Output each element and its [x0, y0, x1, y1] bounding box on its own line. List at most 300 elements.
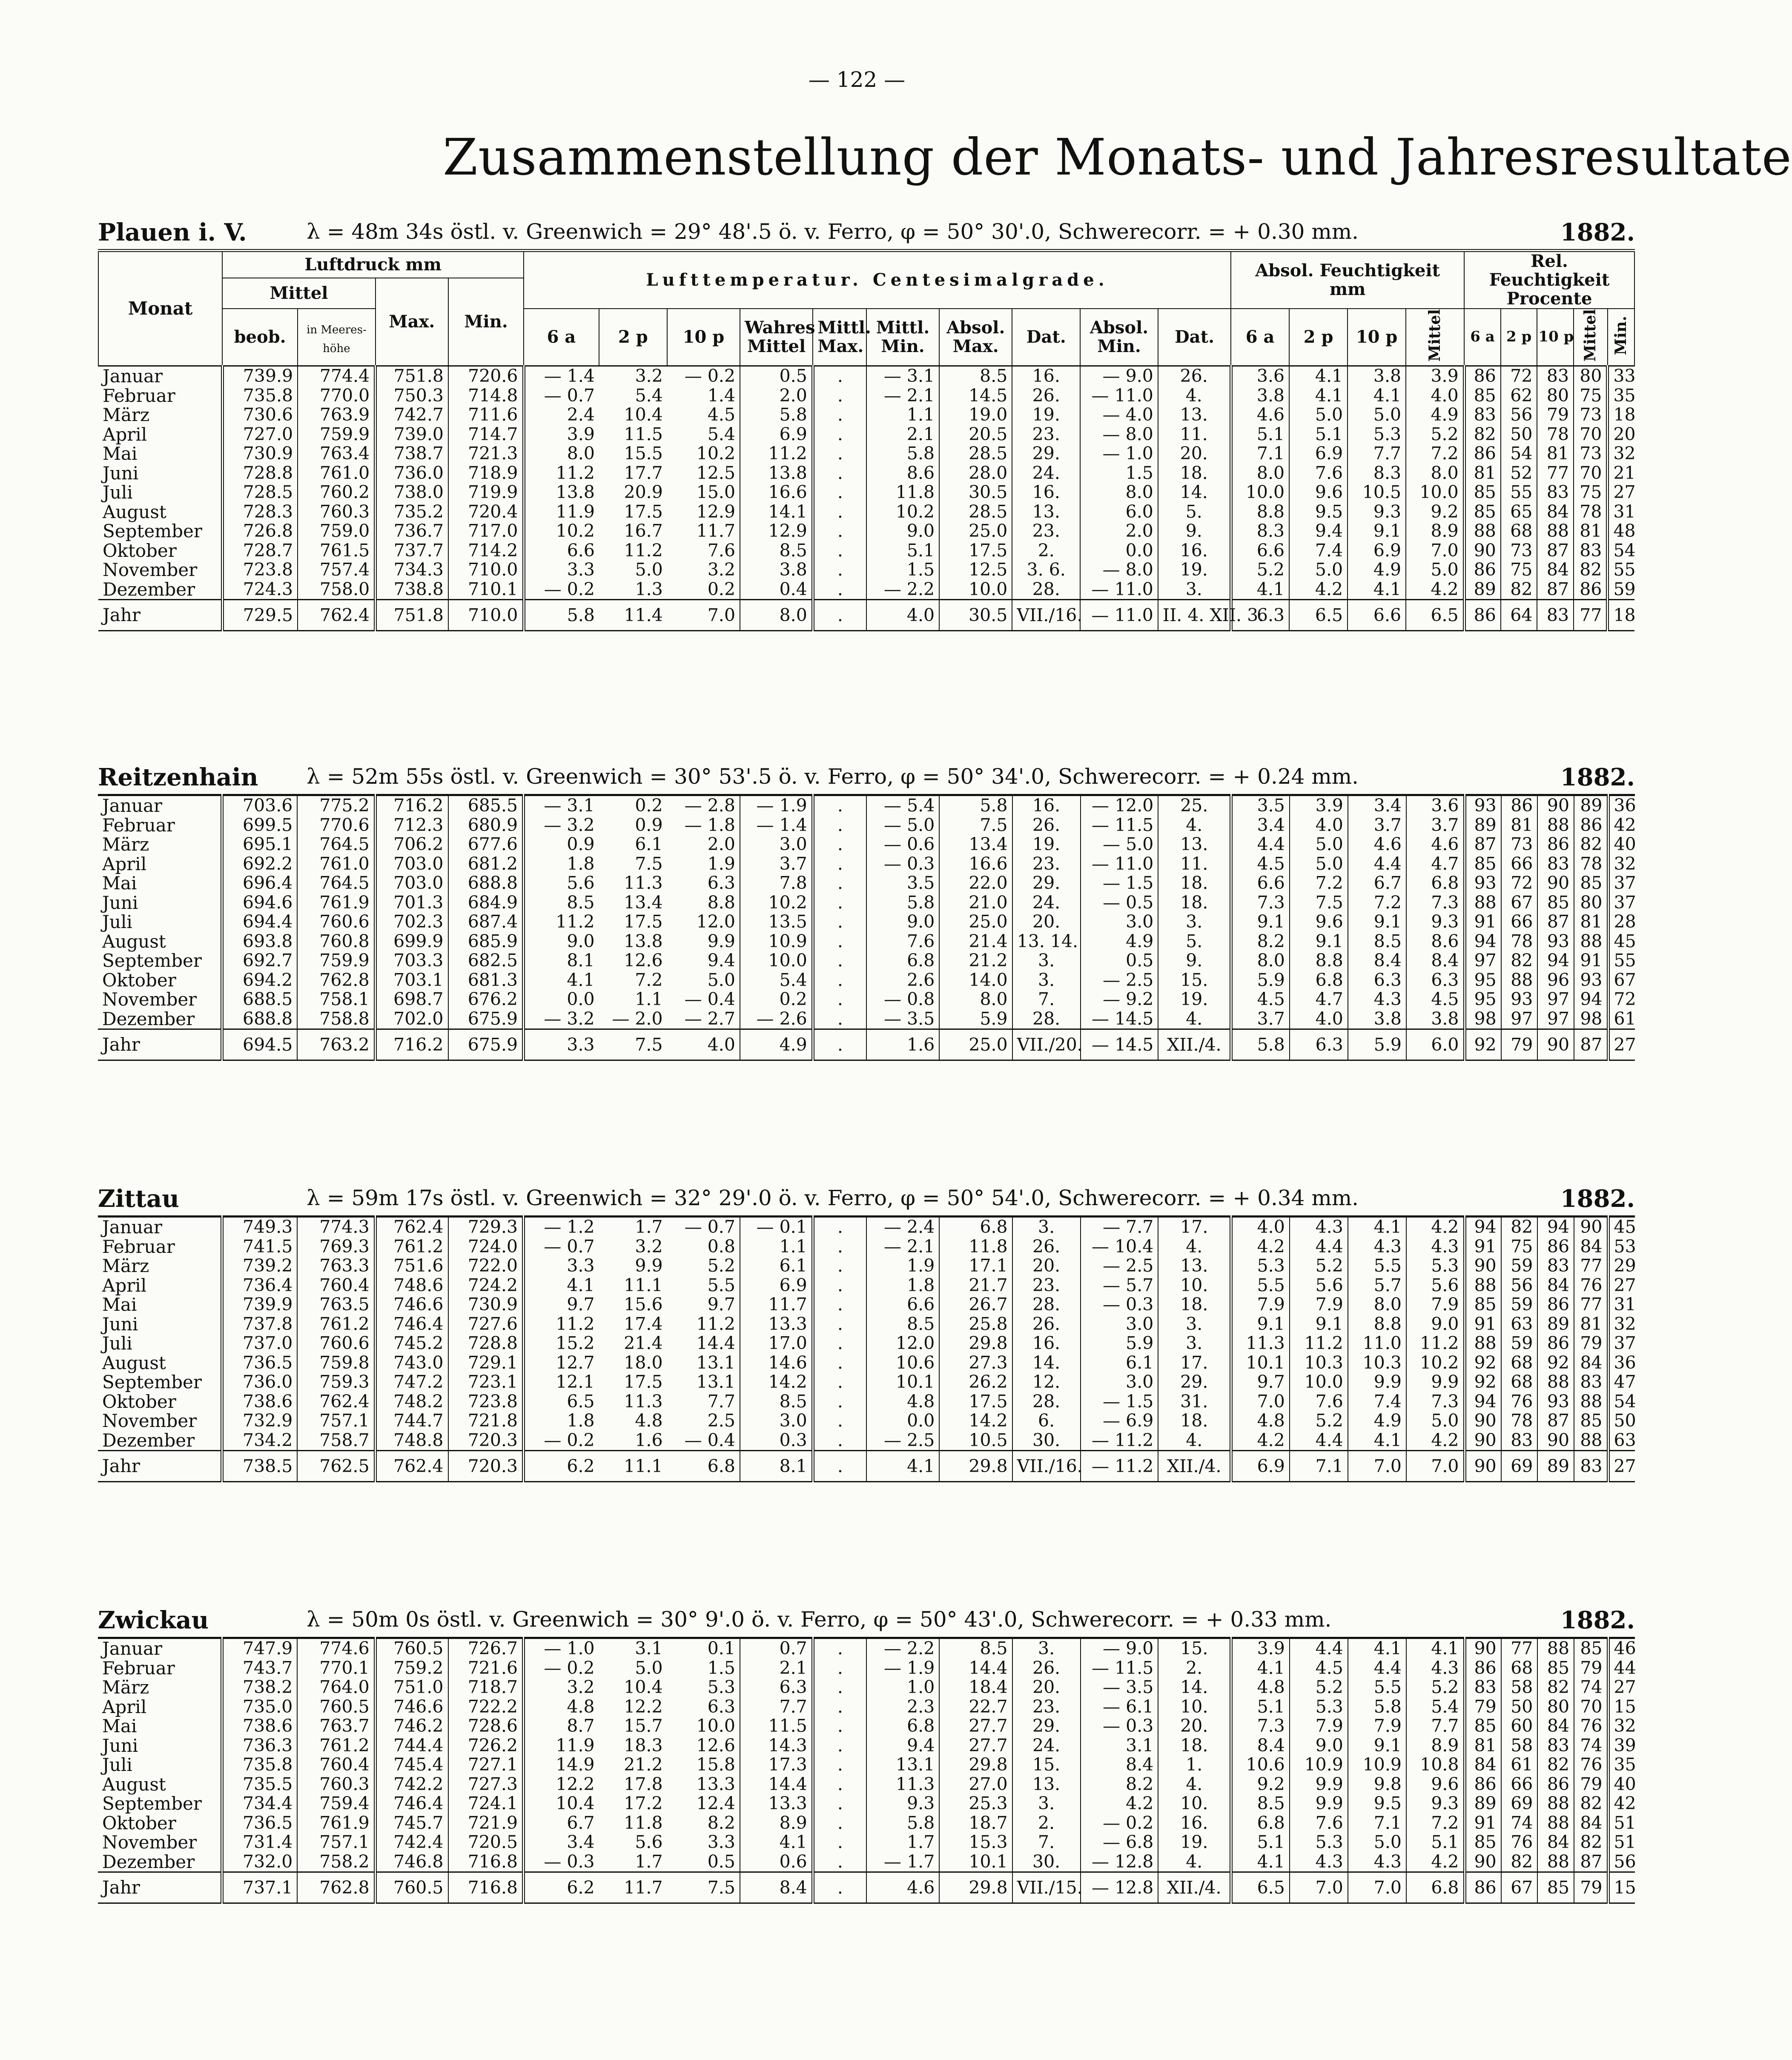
- cell-temp-absol-max: 8.5: [939, 366, 1012, 386]
- cell-temp-wahres-mittel: 14.4: [740, 1775, 813, 1794]
- cell-feucht-10p: 7.0: [1348, 1872, 1406, 1903]
- cell-rel-2p: 78: [1501, 1411, 1538, 1431]
- cell-temp-2p: 18.0: [624, 1352, 663, 1373]
- cell-luftdruck-beob: 688.8: [222, 1009, 297, 1029]
- cell-feucht-6a: 10.0: [1231, 483, 1289, 502]
- cell-rel-2p: 66: [1501, 1775, 1538, 1794]
- cell-feucht-10p: 3.8: [1348, 1009, 1406, 1029]
- cell-rel-10p: 82: [1537, 1755, 1574, 1775]
- cell-rel-6a: 86: [1464, 444, 1501, 464]
- year-total-row: [98, 1872, 1635, 1903]
- cell-feucht-mittel: 4.2: [1406, 1217, 1465, 1237]
- cell-luftdruck-beob: 735.5: [222, 1775, 297, 1794]
- cell-temp-2p: 18.3: [624, 1735, 663, 1756]
- cell-temp-wahres-mittel: 0.4: [740, 580, 813, 600]
- cell-luftdruck-min: 723.8: [448, 1392, 524, 1412]
- cell-temp-mittl-min: 1.5: [866, 560, 939, 580]
- cell-luftdruck-beob: 732.9: [222, 1411, 297, 1431]
- cell-temp-6a: 4.8: [524, 1697, 599, 1717]
- table-row: [98, 1775, 1635, 1794]
- cell-rel-mittel: 74: [1574, 1678, 1608, 1697]
- cell-rel-6a: 90: [1465, 1638, 1501, 1659]
- cell-temp-10p: 0.5: [667, 1852, 740, 1872]
- cell-luftdruck-min: 684.9: [448, 893, 524, 913]
- results-table: [98, 249, 1635, 631]
- cell-rel-6a: 88: [1465, 1276, 1501, 1295]
- cell-temp-mittl-max: .: [813, 1372, 866, 1392]
- cell-rel-min: 45: [1608, 932, 1635, 951]
- cell-luftdruck-min: 714.2: [448, 541, 524, 561]
- cell-rel-10p: 80: [1537, 1697, 1574, 1717]
- cell-rel-min: 18: [1608, 600, 1634, 631]
- cell-feucht-2p: 9.9: [1290, 1794, 1348, 1814]
- cell-monat: Mai: [103, 443, 138, 464]
- cell-feucht-10p: 5.5: [1348, 1678, 1406, 1697]
- cell-monat: August: [102, 1773, 166, 1795]
- cell-temp-dat-max: 13.: [1012, 502, 1080, 522]
- cell-luftdruck-meereshoehe: 763.9: [298, 405, 376, 425]
- cell-rel-mittel: 79: [1574, 1872, 1608, 1903]
- cell-temp-absol-max: 28.0: [939, 464, 1012, 483]
- cell-rel-mittel: 76: [1574, 1276, 1608, 1295]
- cell-luftdruck-max: 746.2: [375, 1716, 448, 1736]
- cell-rel-mittel: 86: [1574, 816, 1608, 835]
- cell-temp-absol-min: — 10.4: [1081, 1237, 1158, 1257]
- cell-monat: Jahr: [98, 600, 222, 631]
- cell-rel-6a: 85: [1465, 1295, 1501, 1315]
- cell-temp-wahres-mittel: 3.7: [740, 854, 813, 874]
- cell-temp-absol-max: 14.2: [939, 1411, 1012, 1431]
- header-absol-feuchtigkeit: Absol. Feuchtigkeit mm: [1231, 251, 1464, 309]
- cell-temp-mittl-min: 7.6: [866, 932, 939, 951]
- cell-temp-mittl-max: .: [813, 560, 866, 580]
- cell-temp-mittl-min: 6.6: [866, 1295, 939, 1315]
- cell-temp-mittl-min: 1.0: [866, 1678, 939, 1697]
- cell-feucht-2p: 7.5: [1290, 893, 1348, 913]
- cell-rel-10p: 88: [1537, 1794, 1574, 1814]
- cell-temp-absol-min: — 6.8: [1081, 1833, 1158, 1852]
- cell-temp-6a: 15.2: [524, 1334, 599, 1353]
- cell-temp-mittl-min: 1.8: [866, 1276, 939, 1295]
- cell-monat: Oktober: [102, 969, 176, 991]
- cell-temp-wahres-mittel: 8.9: [740, 1814, 813, 1833]
- cell-temp-dat-min: 13.: [1158, 1256, 1231, 1276]
- cell-rel-mittel: 70: [1574, 1697, 1608, 1717]
- cell-rel-10p: 77: [1537, 464, 1574, 483]
- cell-temp-absol-max: 27.0: [939, 1775, 1012, 1794]
- cell-temp-10p: — 1.8: [684, 814, 735, 835]
- cell-temp-mittl-max: .: [813, 971, 866, 990]
- cell-rel-10p: 83: [1537, 483, 1574, 502]
- cell-rel-6a: 91: [1465, 1814, 1501, 1833]
- station-coordinates: λ = 52m 55s östl. v. Greenwich = 30° 53'.5 ö. v. Ferro, φ = 50° 34'.0, Schwerecorr. = + 0.24 mm.: [307, 764, 1359, 789]
- cell-feucht-10p: 7.2: [1348, 893, 1406, 913]
- cell-temp-dat-max: 26.: [1012, 1315, 1081, 1334]
- cell-feucht-6a: 10.1: [1231, 1353, 1290, 1373]
- cell-feucht-mittel: 4.3: [1406, 1237, 1465, 1257]
- cell-temp-mittl-max: .: [813, 1814, 866, 1833]
- cell-feucht-6a: 4.5: [1231, 854, 1290, 874]
- cell-temp-dat-max: 12.: [1012, 1372, 1081, 1392]
- cell-temp-absol-max: 15.3: [939, 1833, 1012, 1852]
- cell-temp-mittl-max: .: [813, 1334, 866, 1353]
- cell-feucht-2p: 5.3: [1290, 1833, 1348, 1852]
- cell-temp-2p: 0.2: [599, 795, 667, 816]
- cell-luftdruck-meereshoehe: 758.0: [298, 580, 376, 600]
- cell-rel-6a: 85: [1465, 1716, 1501, 1736]
- cell-temp-10p: 14.4: [696, 1333, 735, 1353]
- cell-rel-2p: 60: [1501, 1716, 1538, 1736]
- cell-temp-2p: 20.9: [624, 482, 663, 503]
- cell-rel-mittel: 77: [1574, 1295, 1608, 1315]
- cell-rel-mittel: 91: [1574, 951, 1608, 971]
- cell-rel-min: 15: [1608, 1872, 1635, 1903]
- cell-temp-10p: 5.5: [707, 1275, 735, 1295]
- cell-temp-dat-max: 2.: [1012, 1814, 1081, 1833]
- cell-temp-absol-min: — 1.5: [1081, 874, 1158, 893]
- cell-rel-min: 28: [1608, 912, 1635, 932]
- cell-temp-dat-min: 25.: [1158, 795, 1231, 816]
- table-row: [98, 1237, 1635, 1257]
- cell-feucht-2p: 5.2: [1290, 1411, 1348, 1431]
- cell-temp-mittl-max: .: [813, 1411, 866, 1431]
- cell-temp-dat-min: 5.: [1158, 932, 1231, 951]
- cell-monat: November: [103, 559, 198, 581]
- cell-feucht-10p: 9.1: [1348, 521, 1406, 541]
- cell-rel-2p: 55: [1501, 483, 1537, 502]
- station-coordinates: λ = 50m 0s östl. v. Greenwich = 30° 9'.0 ö. v. Ferro, φ = 50° 43'.0, Schwerecorr. = + 0.33 mm.: [307, 1607, 1332, 1632]
- cell-rel-6a: 90: [1464, 541, 1501, 561]
- cell-temp-wahres-mittel: 1.1: [740, 1237, 813, 1257]
- table-row: [98, 560, 1634, 580]
- table-row: [98, 386, 1634, 406]
- cell-temp-dat-min: 4.: [1158, 1852, 1231, 1872]
- header-rel-mittel: [1574, 309, 1608, 366]
- cell-temp-absol-min: — 11.0: [1081, 854, 1158, 874]
- cell-temp-absol-min: — 6.1: [1081, 1697, 1158, 1717]
- header-feucht-2p: 2 p: [1289, 309, 1348, 366]
- cell-feucht-10p: 4.4: [1348, 1659, 1406, 1678]
- cell-rel-10p: 84: [1537, 1716, 1574, 1736]
- cell-temp-dat-min: 3.: [1158, 1315, 1231, 1334]
- cell-temp-dat-max: 19.: [1012, 835, 1081, 854]
- cell-feucht-mittel: 5.0: [1406, 1411, 1465, 1431]
- cell-luftdruck-beob: 728.3: [222, 502, 298, 522]
- cell-temp-mittl-min: 2.6: [866, 971, 939, 990]
- cell-feucht-mittel: 8.0: [1406, 464, 1464, 483]
- cell-rel-6a: 85: [1464, 386, 1501, 406]
- cell-feucht-2p: 11.2: [1290, 1334, 1348, 1353]
- cell-rel-6a: 88: [1465, 893, 1501, 913]
- cell-feucht-10p: 4.6: [1348, 835, 1406, 854]
- cell-luftdruck-min: 681.2: [448, 854, 524, 874]
- cell-temp-dat-min: 18.: [1158, 1295, 1231, 1315]
- cell-rel-6a: 84: [1465, 1755, 1501, 1775]
- cell-temp-wahres-mittel: 7.7: [740, 1697, 813, 1717]
- table-row: [98, 1334, 1635, 1353]
- cell-rel-2p: 69: [1501, 1451, 1538, 1482]
- cell-temp-dat-max: VII./20.: [1012, 1029, 1081, 1060]
- cell-temp-mittl-min: — 2.4: [866, 1217, 939, 1237]
- cell-temp-mittl-max: .: [813, 1029, 866, 1060]
- cell-temp-dat-max: 24.: [1012, 464, 1080, 483]
- cell-feucht-mittel: 11.2: [1406, 1334, 1465, 1353]
- cell-feucht-6a: 5.1: [1231, 1833, 1290, 1852]
- cell-rel-mittel: 80: [1574, 366, 1608, 386]
- cell-temp-10p: 2.5: [707, 1410, 735, 1431]
- cell-monat: Juni: [103, 462, 139, 484]
- cell-feucht-10p: 6.6: [1348, 600, 1406, 631]
- table-row: [98, 990, 1635, 1009]
- cell-temp-dat-max: VII./16.: [1012, 600, 1080, 631]
- station-section: [98, 1603, 1635, 1904]
- cell-temp-2p: 11.2: [624, 540, 663, 561]
- cell-monat: Januar: [98, 795, 222, 816]
- cell-temp-mittl-max: .: [813, 1009, 866, 1029]
- cell-luftdruck-max: 736.7: [376, 521, 448, 541]
- cell-temp-wahres-mittel: 10.0: [740, 951, 813, 971]
- cell-luftdruck-beob: 735.8: [222, 386, 298, 406]
- cell-temp-2p: 13.4: [624, 892, 663, 913]
- cell-monat: Mai: [102, 1294, 137, 1315]
- cell-temp-10p: — 0.2: [667, 366, 740, 386]
- cell-temp-dat-max: 23.: [1012, 425, 1080, 444]
- page-title: Zusammenstellung der Monats- und Jahresresultate: [443, 128, 1792, 186]
- cell-rel-10p: 87: [1537, 1411, 1574, 1431]
- cell-temp-6a: 3.2: [524, 1678, 599, 1697]
- cell-rel-6a: 87: [1465, 835, 1501, 854]
- cell-temp-dat-max: 24.: [1012, 893, 1081, 913]
- cell-luftdruck-meereshoehe: 764.5: [297, 874, 375, 893]
- cell-rel-2p: 93: [1501, 990, 1538, 1009]
- cell-luftdruck-meereshoehe: 760.2: [298, 483, 376, 502]
- cell-rel-mittel: 82: [1574, 835, 1608, 854]
- cell-temp-mittl-min: — 2.2: [866, 1638, 939, 1659]
- cell-temp-wahres-mittel: 2.0: [740, 386, 813, 406]
- cell-temp-mittl-max: .: [813, 1755, 866, 1775]
- cell-rel-mittel: 87: [1574, 1029, 1608, 1060]
- cell-rel-10p: 97: [1537, 990, 1574, 1009]
- cell-luftdruck-meereshoehe: 762.5: [297, 1451, 375, 1482]
- cell-temp-dat-max: 29.: [1012, 1716, 1081, 1736]
- cell-rel-6a: 90: [1465, 1451, 1501, 1482]
- cell-temp-absol-max: 25.0: [939, 1029, 1012, 1060]
- cell-feucht-10p: 7.7: [1348, 444, 1406, 464]
- cell-feucht-2p: 7.6: [1290, 1392, 1348, 1412]
- cell-temp-10p: 12.6: [696, 1735, 735, 1756]
- cell-rel-mittel: 86: [1574, 580, 1608, 600]
- cell-temp-10p: — 0.4: [667, 1431, 740, 1451]
- cell-rel-10p: 84: [1537, 1276, 1574, 1295]
- cell-feucht-10p: 7.9: [1348, 1716, 1406, 1736]
- cell-feucht-6a: 9.2: [1231, 1775, 1290, 1794]
- cell-rel-2p: 75: [1501, 1237, 1538, 1257]
- cell-feucht-2p: 6.8: [1290, 971, 1348, 990]
- cell-temp-mittl-max: .: [813, 1638, 866, 1659]
- cell-feucht-2p: 6.3: [1290, 1029, 1348, 1060]
- cell-feucht-6a: 9.7: [1231, 1372, 1290, 1392]
- cell-luftdruck-max: 751.8: [376, 600, 448, 631]
- cell-rel-mittel: 70: [1574, 425, 1608, 444]
- cell-temp-dat-min: 4.: [1158, 386, 1231, 406]
- cell-temp-absol-max: 29.8: [939, 1451, 1012, 1482]
- cell-temp-absol-max: 11.8: [939, 1237, 1012, 1257]
- cell-temp-2p: 13.8: [624, 931, 663, 951]
- station-section: [98, 215, 1635, 631]
- cell-monat: Juni: [102, 1735, 138, 1756]
- cell-rel-min: 35: [1608, 1755, 1635, 1775]
- cell-rel-min: 56: [1608, 1852, 1635, 1872]
- cell-feucht-2p: 4.4: [1290, 1638, 1348, 1659]
- cell-temp-wahres-mittel: — 1.4: [740, 816, 813, 835]
- cell-feucht-10p: 7.4: [1348, 1392, 1406, 1412]
- cell-temp-dat-min: 20.: [1158, 1716, 1231, 1736]
- cell-temp-wahres-mittel: 10.9: [740, 932, 813, 951]
- cell-temp-2p: 11.3: [624, 1391, 663, 1412]
- cell-luftdruck-max: 744.4: [375, 1736, 448, 1756]
- cell-luftdruck-max: 742.4: [375, 1833, 448, 1852]
- cell-temp-6a: 6.2: [524, 1451, 599, 1482]
- cell-luftdruck-min: 729.3: [448, 1217, 524, 1237]
- header-rel-min-text: Min.: [1611, 315, 1630, 355]
- cell-rel-mittel: 82: [1574, 1794, 1608, 1814]
- cell-rel-min: 20: [1608, 425, 1634, 444]
- cell-temp-dat-max: 26.: [1012, 816, 1081, 835]
- cell-rel-6a: 94: [1465, 1392, 1501, 1412]
- cell-luftdruck-beob: 731.4: [222, 1833, 297, 1852]
- cell-temp-absol-max: 29.8: [939, 1755, 1012, 1775]
- cell-temp-dat-min: II. 4. XII. 3.: [1158, 600, 1231, 631]
- cell-temp-absol-min: — 12.8: [1081, 1852, 1158, 1872]
- cell-temp-dat-min: 4.: [1158, 1237, 1231, 1257]
- cell-rel-mittel: 83: [1574, 1372, 1608, 1392]
- cell-feucht-10p: 6.7: [1348, 874, 1406, 893]
- cell-luftdruck-meereshoehe: 770.1: [297, 1659, 375, 1678]
- cell-feucht-6a: 3.9: [1231, 1638, 1290, 1659]
- cell-luftdruck-min: 682.5: [448, 951, 524, 971]
- cell-feucht-10p: 8.5: [1348, 932, 1406, 951]
- cell-temp-dat-max: 30.: [1012, 1852, 1081, 1872]
- cell-feucht-6a: 8.0: [1231, 951, 1290, 971]
- cell-rel-10p: 83: [1537, 600, 1574, 631]
- cell-feucht-2p: 6.9: [1289, 444, 1348, 464]
- cell-temp-mittl-max: .: [813, 874, 866, 893]
- cell-rel-min: 29: [1608, 1256, 1635, 1276]
- cell-temp-dat-min: 11.: [1158, 425, 1231, 444]
- cell-monat: Mai: [102, 1716, 137, 1736]
- table-row: [98, 580, 1634, 600]
- cell-temp-mittl-min: 1.6: [866, 1029, 939, 1060]
- cell-temp-dat-min: 19.: [1158, 1833, 1231, 1852]
- cell-temp-mittl-max: .: [813, 386, 866, 406]
- header-max: Max.: [376, 278, 448, 366]
- cell-luftdruck-beob: 735.0: [222, 1697, 297, 1717]
- cell-temp-dat-min: 17.: [1158, 1217, 1231, 1237]
- cell-luftdruck-beob: 724.3: [222, 580, 298, 600]
- cell-luftdruck-beob: 694.6: [222, 893, 297, 913]
- cell-rel-min: 40: [1608, 835, 1635, 854]
- cell-feucht-6a: 5.9: [1231, 971, 1290, 990]
- cell-temp-mittl-min: 5.8: [866, 444, 939, 464]
- cell-temp-wahres-mittel: 16.6: [740, 483, 813, 502]
- cell-temp-mittl-max: .: [813, 816, 866, 835]
- cell-temp-wahres-mittel: 0.7: [740, 1638, 813, 1659]
- cell-luftdruck-max: 746.4: [375, 1794, 448, 1814]
- cell-rel-min: 48: [1608, 521, 1634, 541]
- cell-rel-2p: 69: [1501, 1794, 1538, 1814]
- cell-rel-mittel: 81: [1574, 912, 1608, 932]
- cell-temp-dat-min: 14.: [1158, 483, 1231, 502]
- cell-rel-min: 37: [1608, 874, 1635, 893]
- cell-temp-wahres-mittel: 8.0: [740, 600, 813, 631]
- cell-luftdruck-min: 721.3: [448, 444, 524, 464]
- cell-feucht-2p: 5.0: [1290, 835, 1348, 854]
- cell-luftdruck-min: 681.3: [448, 971, 524, 990]
- cell-feucht-mittel: 4.2: [1406, 1431, 1465, 1451]
- cell-temp-dat-max: 29.: [1012, 444, 1080, 464]
- cell-feucht-2p: 4.3: [1290, 1852, 1348, 1872]
- cell-luftdruck-beob: 736.0: [222, 1372, 297, 1392]
- table-row: [98, 405, 1634, 425]
- cell-temp-mittl-min: 12.0: [866, 1334, 939, 1353]
- cell-temp-dat-min: 18.: [1158, 464, 1231, 483]
- cell-temp-mittl-max: .: [813, 1833, 866, 1852]
- header-rel-6a: 6 a: [1464, 309, 1501, 366]
- cell-temp-absol-min: — 9.2: [1081, 990, 1158, 1009]
- cell-temp-2p: 1.3: [599, 580, 667, 600]
- cell-rel-min: 51: [1608, 1814, 1635, 1833]
- cell-temp-6a: 3.3: [524, 560, 599, 580]
- cell-luftdruck-meereshoehe: 761.0: [298, 464, 376, 483]
- cell-temp-dat-min: 20.: [1158, 444, 1231, 464]
- cell-temp-absol-min: — 11.5: [1081, 1659, 1158, 1678]
- cell-temp-wahres-mittel: 0.3: [740, 1431, 813, 1451]
- cell-temp-dat-min: 10.: [1158, 1794, 1231, 1814]
- cell-temp-absol-min: — 9.0: [1081, 1638, 1158, 1659]
- cell-rel-10p: 96: [1537, 971, 1574, 990]
- cell-rel-2p: 77: [1501, 1638, 1538, 1659]
- cell-temp-10p: 8.2: [707, 1812, 735, 1833]
- cell-rel-10p: 93: [1537, 932, 1574, 951]
- cell-temp-absol-min: 4.2: [1081, 1794, 1158, 1814]
- cell-luftdruck-min: 722.0: [448, 1256, 524, 1276]
- cell-temp-wahres-mittel: 17.0: [740, 1334, 813, 1353]
- cell-rel-min: 32: [1608, 1315, 1635, 1334]
- cell-temp-absol-max: 27.3: [939, 1353, 1012, 1373]
- cell-temp-dat-max: 23.: [1012, 1276, 1081, 1295]
- cell-temp-10p: 9.4: [707, 950, 735, 971]
- cell-temp-mittl-min: 13.1: [866, 1755, 939, 1775]
- cell-feucht-2p: 4.1: [1289, 366, 1348, 386]
- cell-temp-wahres-mittel: 11.2: [740, 444, 813, 464]
- cell-feucht-10p: 8.0: [1348, 1295, 1406, 1315]
- cell-temp-mittl-max: .: [813, 483, 866, 502]
- header-rel-10p: 10 p: [1537, 309, 1574, 366]
- cell-luftdruck-meereshoehe: 759.4: [297, 1794, 375, 1814]
- cell-rel-2p: 56: [1501, 1276, 1538, 1295]
- cell-feucht-10p: 9.8: [1348, 1775, 1406, 1794]
- cell-temp-absol-min: — 1.0: [1080, 444, 1158, 464]
- cell-luftdruck-min: 720.4: [448, 502, 524, 522]
- cell-feucht-mittel: 4.2: [1406, 580, 1464, 600]
- cell-temp-2p: 11.3: [624, 873, 663, 893]
- station-name: Zittau: [98, 1185, 179, 1213]
- cell-rel-min: 27: [1608, 1276, 1635, 1295]
- cell-luftdruck-min: 714.8: [448, 386, 524, 406]
- cell-temp-6a: 11.9: [524, 1736, 599, 1756]
- cell-temp-2p: 1.1: [635, 989, 663, 1009]
- cell-rel-6a: 94: [1465, 1217, 1501, 1237]
